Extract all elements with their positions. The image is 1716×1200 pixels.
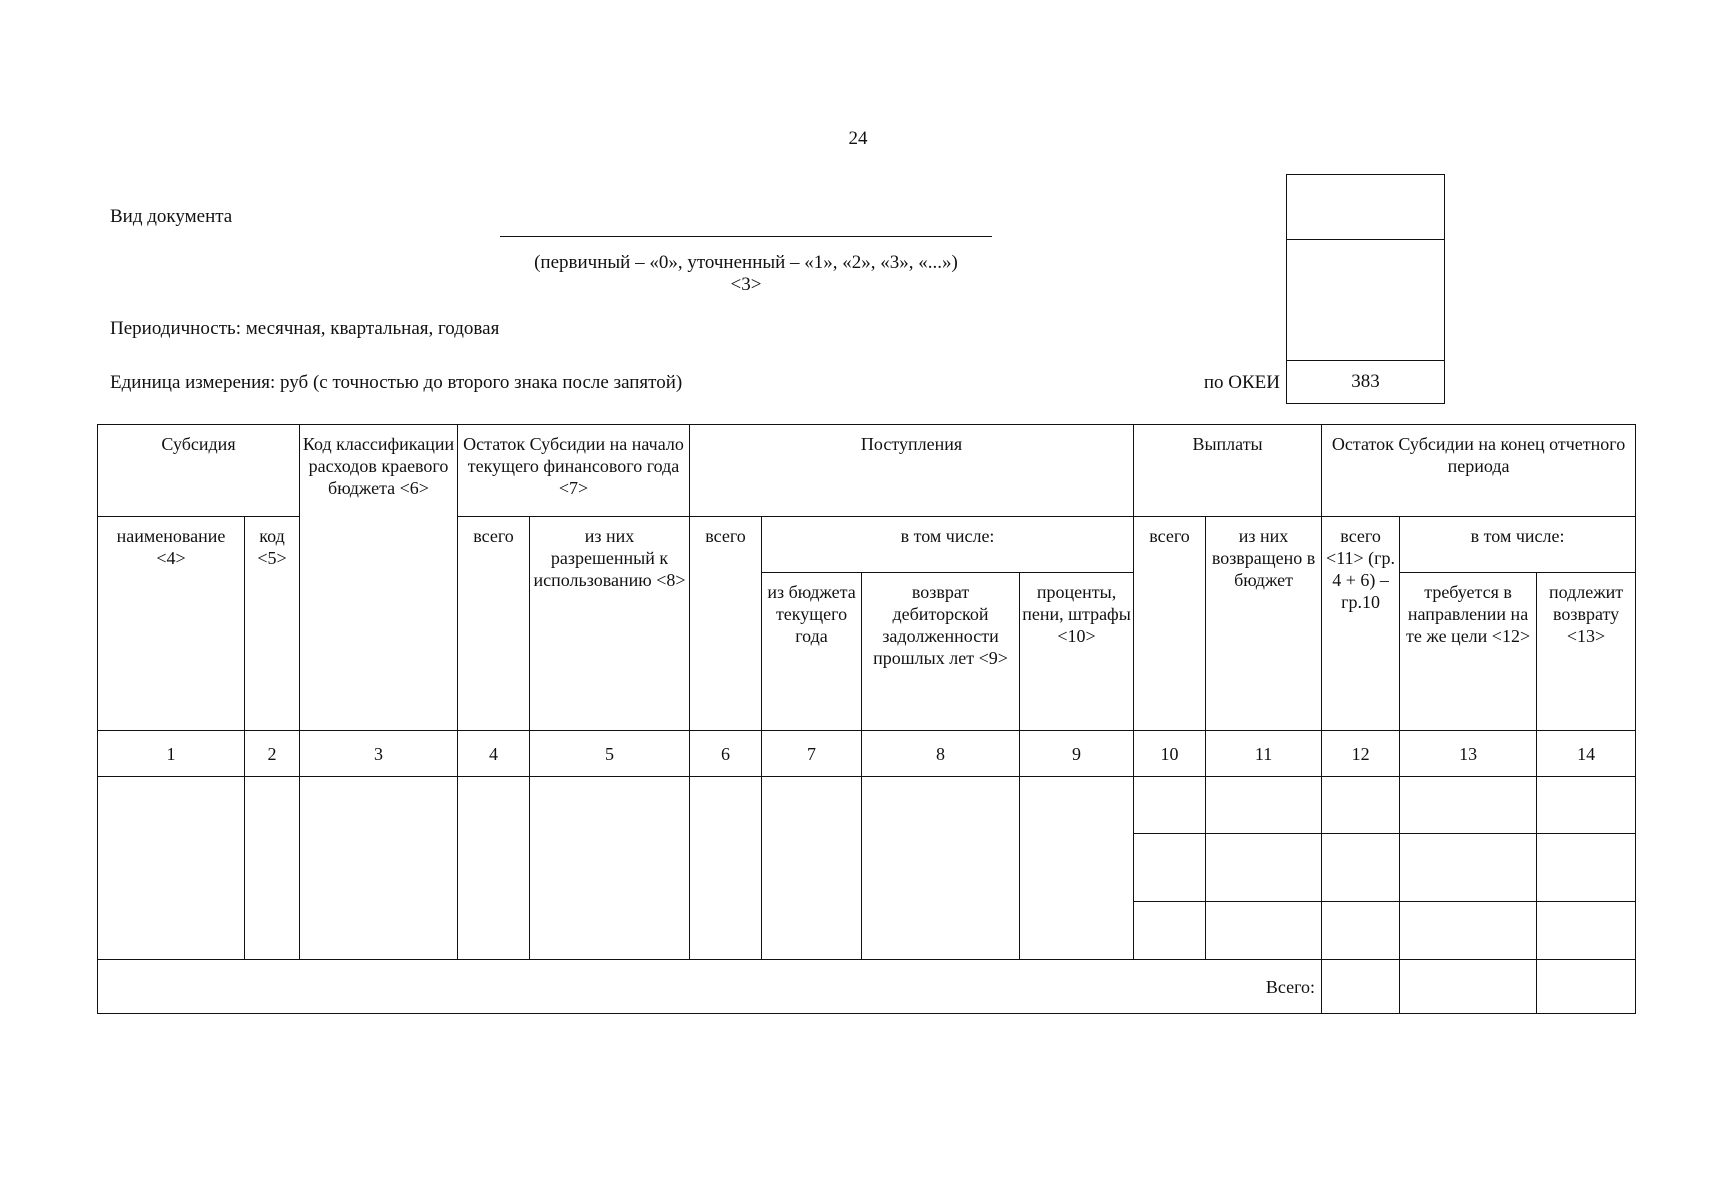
- periodicity: Периодичность: месячная, квартальная, годовая: [110, 318, 500, 339]
- data-cell[interactable]: [1206, 902, 1322, 960]
- total-label: Всего:: [98, 960, 1322, 1014]
- col-number: 5: [530, 731, 690, 777]
- data-cell[interactable]: [1537, 834, 1636, 902]
- col-number: 7: [762, 731, 862, 777]
- col-number: 11: [1206, 731, 1322, 777]
- col-number: 10: [1134, 731, 1206, 777]
- header-receipts: Поступления: [690, 425, 1134, 517]
- data-cell[interactable]: [1020, 777, 1134, 960]
- col-number: 13: [1400, 731, 1537, 777]
- col-number: 14: [1537, 731, 1636, 777]
- header-rc-total: всего: [690, 517, 762, 731]
- header-rc-interest: проценты, пени, штрафы <10>: [1020, 573, 1134, 731]
- header-be-required: требуется в направлении на те же цели <12>: [1400, 573, 1537, 731]
- data-cell[interactable]: [1322, 777, 1400, 834]
- header-subsidy: Субсидия: [98, 425, 300, 517]
- col-number: 2: [245, 731, 300, 777]
- data-cell[interactable]: [690, 777, 762, 960]
- total-cell[interactable]: [1537, 960, 1636, 1014]
- header-bs-total: всего: [458, 517, 530, 731]
- page-number: 24: [848, 128, 868, 149]
- codes-box: [1286, 174, 1445, 404]
- data-cell[interactable]: [1400, 902, 1537, 960]
- header-rc-from-budget: из бюджета текущего года: [762, 573, 862, 731]
- data-cell[interactable]: [1134, 777, 1206, 834]
- data-cell[interactable]: [245, 777, 300, 960]
- col-number: 9: [1020, 731, 1134, 777]
- data-cell[interactable]: [1322, 834, 1400, 902]
- data-cell[interactable]: [98, 777, 245, 960]
- col-number: 6: [690, 731, 762, 777]
- total-cell[interactable]: [1400, 960, 1537, 1014]
- col-number: 12: [1322, 731, 1400, 777]
- unit-of-measure: Единица измерения: руб (с точностью до второго знака после запятой): [110, 372, 683, 393]
- okei-code: 383: [1351, 371, 1380, 392]
- okei-label: по ОКЕИ: [1203, 372, 1280, 393]
- data-cell[interactable]: [458, 777, 530, 960]
- header-balance-start: Остаток Субсидии на начало текущего финансового года <7>: [458, 425, 690, 517]
- data-cell[interactable]: [1206, 834, 1322, 902]
- header-bs-allowed: из них разрешенный к использованию <8>: [530, 517, 690, 731]
- doc-type-label: Вид документа: [110, 206, 233, 227]
- header-balance-end: Остаток Субсидии на конец отчетного периода: [1322, 425, 1636, 517]
- header-pay-total: всего: [1134, 517, 1206, 731]
- header-payments: Выплаты: [1134, 425, 1322, 517]
- data-cell[interactable]: [1400, 777, 1537, 834]
- data-cell[interactable]: [300, 777, 458, 960]
- data-cell[interactable]: [1537, 902, 1636, 960]
- header-be-total: всего <11> (гр. 4 + 6) – гр.10: [1322, 517, 1400, 731]
- col-number: 3: [300, 731, 458, 777]
- header-pay-returned: из них возвращено в бюджет: [1206, 517, 1322, 731]
- doc-type-note: <3>: [730, 274, 762, 295]
- periodicity-code-cell[interactable]: [1287, 239, 1444, 361]
- header-code: код <5>: [245, 517, 300, 731]
- data-cell[interactable]: [762, 777, 862, 960]
- col-number: 4: [458, 731, 530, 777]
- data-cell[interactable]: [530, 777, 690, 960]
- col-number: 1: [98, 731, 245, 777]
- data-cell[interactable]: [1537, 777, 1636, 834]
- data-cell[interactable]: [1134, 834, 1206, 902]
- header-name: наименование <4>: [98, 517, 245, 731]
- doc-type-hint: (первичный – «0», уточненный – «1», «2», «3», «...»): [534, 252, 958, 273]
- data-cell[interactable]: [1206, 777, 1322, 834]
- data-cell[interactable]: [1400, 834, 1537, 902]
- subsidy-report-table: [97, 424, 1636, 1014]
- header-rc-receivables: возврат дебиторской задолженности прошлых лет <9>: [862, 573, 1020, 731]
- total-cell[interactable]: [1322, 960, 1400, 1014]
- doc-type-line: [500, 236, 992, 237]
- data-cell[interactable]: [862, 777, 1020, 960]
- data-cell[interactable]: [1322, 902, 1400, 960]
- header-rc-including: в том числе:: [762, 517, 1134, 573]
- doc-type-code-cell[interactable]: [1287, 175, 1444, 240]
- header-budget-code: Код классификации расходов краевого бюджета <6>: [300, 425, 458, 731]
- header-be-including: в том числе:: [1400, 517, 1636, 573]
- header-be-return: подлежит возврату <13>: [1537, 573, 1636, 731]
- data-cell[interactable]: [1134, 902, 1206, 960]
- col-number: 8: [862, 731, 1020, 777]
